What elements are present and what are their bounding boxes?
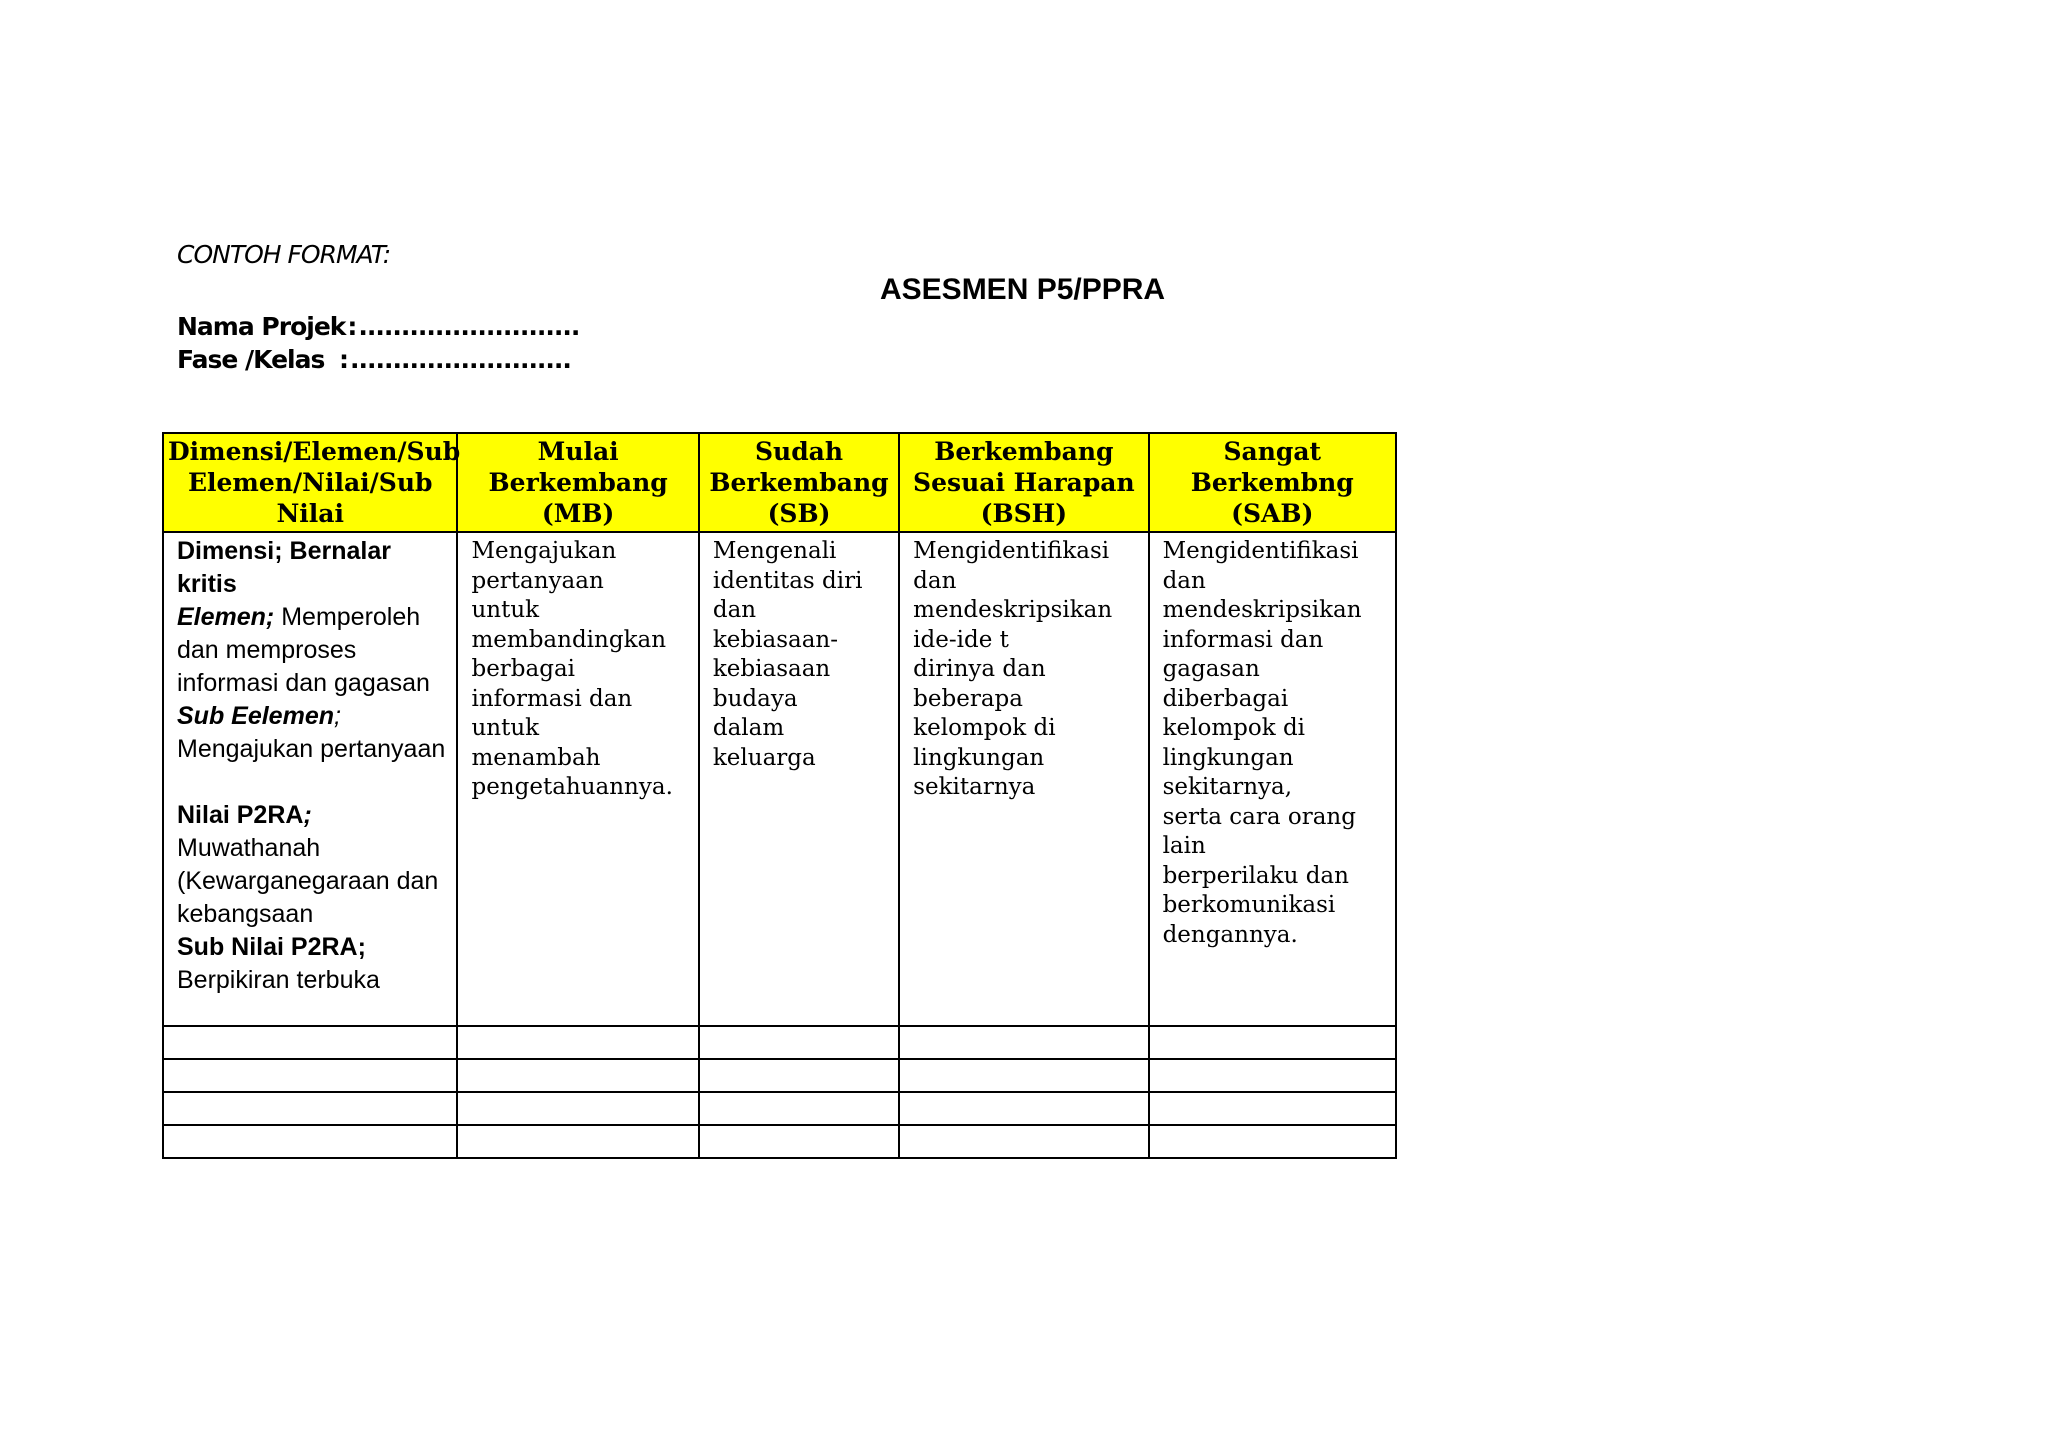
- empty-cell[interactable]: [899, 1125, 1148, 1158]
- empty-cell[interactable]: [1149, 1125, 1396, 1158]
- bsh-cell: [899, 532, 1148, 1026]
- table-row: [163, 532, 1396, 1026]
- fase-kelas-value: ..........................: [350, 345, 571, 374]
- empty-cell[interactable]: [457, 1059, 698, 1092]
- empty-cell[interactable]: [899, 1092, 1148, 1125]
- nama-projek-line: [177, 312, 579, 341]
- sub-nilai-label: Sub Nilai P2RA;: [177, 933, 366, 961]
- header-dimensi: Dimensi/Elemen/Sub Elemen/Nilai/Sub Nilai: [163, 433, 457, 532]
- nilai-label: Nilai P2RA: [177, 801, 304, 829]
- empty-row: [163, 1059, 1396, 1092]
- sb-cell: [699, 532, 899, 1026]
- sub-nilai-text: Berpikiran terbuka: [177, 966, 380, 994]
- empty-cell[interactable]: [899, 1026, 1148, 1059]
- empty-row: [163, 1026, 1396, 1059]
- assessment-table: [162, 432, 1397, 1159]
- fase-kelas-label: Fase /Kelas: [177, 345, 325, 374]
- nilai-sep: ;: [303, 801, 312, 829]
- empty-cell[interactable]: [699, 1026, 899, 1059]
- empty-cell[interactable]: [163, 1092, 457, 1125]
- fase-kelas-colon: :: [339, 345, 348, 374]
- bsh-text: Mengidentifikasi dan mendeskripsikan ide-ide t dirinya dan beberapa kelompok di lingkungan sekitarnya: [913, 538, 1113, 800]
- empty-cell[interactable]: [699, 1125, 899, 1158]
- empty-row: [163, 1125, 1396, 1158]
- empty-cell[interactable]: [457, 1026, 698, 1059]
- header-mb: Mulai Berkembang (MB): [457, 433, 698, 532]
- empty-cell[interactable]: [163, 1125, 457, 1158]
- elemen-text: Memperoleh dan memproses informasi dan gagasan: [177, 603, 430, 697]
- document-title: ASESMEN P5/PPRA: [880, 273, 1166, 306]
- header-sb: Sudah Berkembang (SB): [699, 433, 899, 532]
- empty-cell[interactable]: [699, 1059, 899, 1092]
- sub-elemen-text: Mengajukan pertanyaan: [177, 735, 446, 763]
- empty-cell[interactable]: [457, 1092, 698, 1125]
- contoh-format-label: CONTOH FORMAT:: [177, 240, 391, 269]
- empty-cell[interactable]: [1149, 1059, 1396, 1092]
- sb-text: Mengenali identitas diri dan kebiasaan- kebiasaan budaya dalam keluarga: [712, 538, 863, 771]
- nama-projek-colon: :: [347, 312, 357, 341]
- header-sab: Sangat Berkembng (SAB): [1149, 433, 1396, 532]
- dimensi-cell: [163, 532, 457, 1026]
- table-header-row: [163, 433, 1396, 532]
- sab-text: Mengidentifikasi dan mendeskripsikan informasi dan gagasan diberbagai kelompok di lingkungan sekitarnya, serta cara orang lain berperilaku dan berkomunikasi dengannya.: [1162, 538, 1362, 948]
- sub-elemen-label: Sub Eelemen: [177, 702, 334, 730]
- nama-projek-label: Nama Projek: [177, 312, 346, 341]
- dimensi-label: Dimensi; Bernalar kritis: [177, 537, 391, 598]
- sab-cell: [1149, 532, 1396, 1026]
- header-bsh: Berkembang Sesuai Harapan (BSH): [899, 433, 1148, 532]
- empty-cell[interactable]: [699, 1092, 899, 1125]
- fase-kelas-line: [177, 345, 571, 374]
- empty-cell[interactable]: [1149, 1092, 1396, 1125]
- mb-cell: [457, 532, 698, 1026]
- empty-cell[interactable]: [457, 1125, 698, 1158]
- empty-cell[interactable]: [163, 1026, 457, 1059]
- empty-cell[interactable]: [1149, 1026, 1396, 1059]
- empty-cell[interactable]: [899, 1059, 1148, 1092]
- empty-cell[interactable]: [163, 1059, 457, 1092]
- nilai-text: Muwathanah (Kewarganegaraan dan kebangsaan: [177, 834, 439, 928]
- mb-text: Mengajukan pertanyaan untuk membandingkan berbagai informasi dan untuk menambah pengetahuannya.: [471, 538, 673, 800]
- sub-elemen-sep: ;: [334, 702, 341, 730]
- elemen-label: Elemen;: [177, 603, 275, 631]
- empty-row: [163, 1092, 1396, 1125]
- nama-projek-value: ..........................: [358, 312, 580, 341]
